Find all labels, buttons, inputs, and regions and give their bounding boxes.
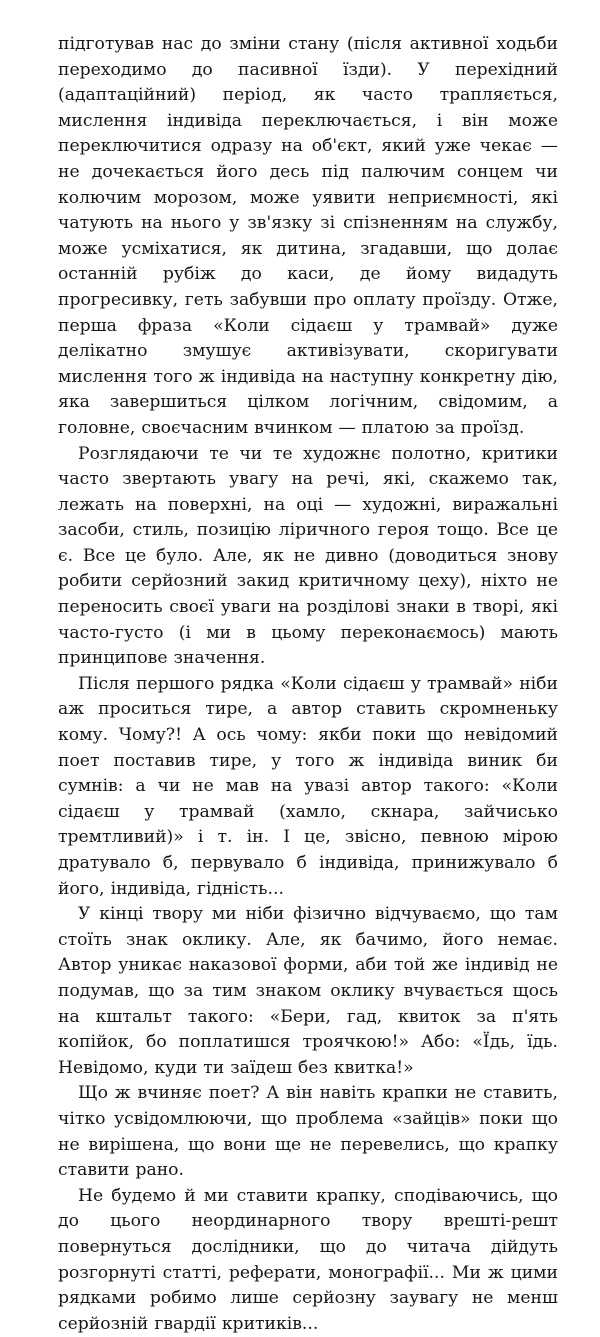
paragraph-full-stop: Що ж вчиняє поет? А він навіть крапки не ставить, чітко усвідомлюючи, що проблема «зайців» поки що не вирішена, що вони ще не перевелись, що крапку ставити рано.: [58, 1083, 558, 1181]
paragraph-critics: Розглядаючи те чи те художнє полотно, критики часто звертають увагу на речі, які, скажемо так, лежать на поверхні, на оці — художні, виражальні засоби, стиль, позицію ліричного героя тощо. Все це є. Все це було. Але, як не дивно (доводиться знову робити серйозний закид критичному цеху), ніхто не переносить своєї уваги на розділові знаки в творі, які часто-густо (і ми в цьому переконаємось) мають принципове значення.: [58, 443, 558, 669]
paragraph-continuation: підготував нас до зміни стану (після активної ходьби переходимо до пасивної їзди). У перехідний (адаптаційний) період, як часто трапляється, мислення індивіда переключається, і він може переключитися одразу на об'єкт, який уже чекає — не дочекається його десь під палючим сонцем чи колючим морозом, може уявити неприємності, які чатують на нього у зв'язку зі спізненням на службу, може усміхатися, як дитина, згадавши, що долає останній рубіж до каси, де йому видадуть прогресивку, геть забувши про оплату проїзду. Отже, перша фраза «Коли сідаєш у трамвай» дуже делікатно змушує активізувати, скоригувати мислення того ж індивіда на наступну конкретну дію, яка завершиться цілком логічним, свідомим, а головне, своєчасним вчинком — платою за проїзд.: [58, 34, 558, 438]
paragraph-first-line: Після першого рядка «Коли сідаєш у трамвай» ніби аж проситься тире, а автор ставить скромненьку кому. Чому?! А ось чому: якби поки що невідомий поет поставив тире, у того ж індивіда виник би сумнів: а чи не мав на увазі автор такого: «Коли сідаєш у трамвай (хамло, скнара, зайчисько тремтливий)» і т. ін. І це, звісно, певною мірою дратувало б, первувало б індивіда, принижувало б його, індивіда, гідність...: [58, 673, 558, 899]
paragraph-conclusion: Не будемо й ми ставити крапку, сподіваючись, що до цього неординарного твору врешті-решт повернуться дослідники, що до читача дійдуть розгорнуті статті, реферати, монографії... Ми ж цими рядками робимо лише серйозну заувагу не менш серйозній гвардії критиків...: [58, 1185, 558, 1334]
paragraph-exclamation: У кінці твору ми ніби фізично відчуваємо, що там стоїть знак оклику. Але, як бачимо, його немає. Автор уникає наказової форми, аби той же індивід не подумав, що за тим знаком оклику вчувається щось на кштальт такого: «Бери, гад, квиток за п'ять копійок, бо поплатишся троячкою!» Або: «Їдь, їдь. Невідомо, куди ти заїдеш без квитка!»: [58, 904, 558, 1078]
page-text: [58, 32, 558, 1337]
